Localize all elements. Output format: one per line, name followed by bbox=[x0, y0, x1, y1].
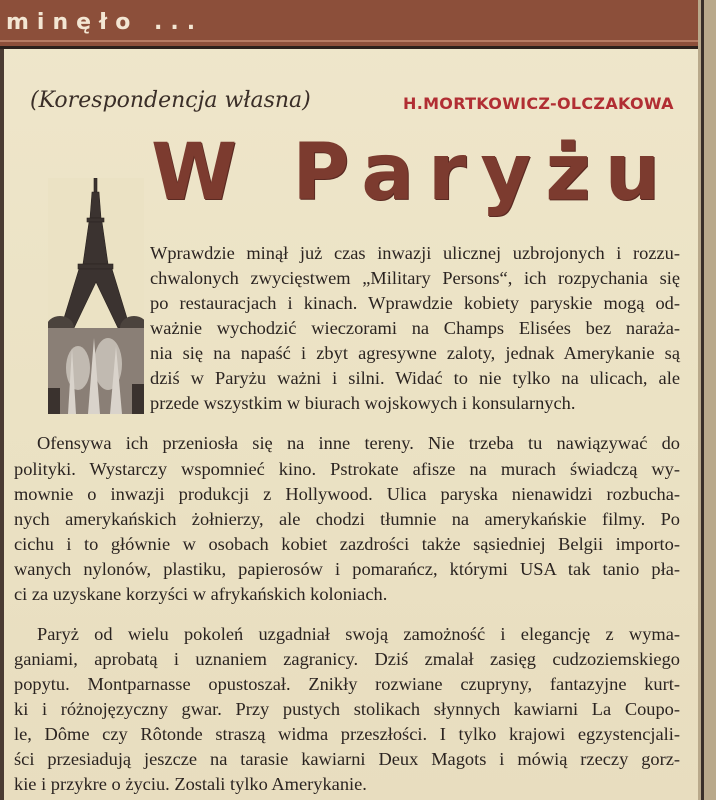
body-line: ki i różnojęzyczny gwar. Przy pustych stolikach słynnych kawiarni La Coupo- bbox=[14, 699, 680, 719]
page-edge bbox=[698, 0, 716, 800]
kicker: (Korespondencja własna) bbox=[30, 88, 311, 113]
body-line: chwalonych zwycięstwem „Military Persons“, ich rozpychania się bbox=[150, 268, 680, 288]
body-line: popytu. Montparnasse opustoszał. Znikły rozwiane czupryny, fantazyjne kurt- bbox=[14, 674, 680, 694]
body-line: dziś w Paryżu ważni i silni. Widać to nie tylko na ulicach, ale bbox=[150, 368, 680, 388]
body-line: ci za uzyskane korzyści w afrykańskich koloniach. bbox=[14, 584, 388, 604]
body-line: nych amerykańskich żołnierzy, ale chodzi tłumnie na amerykańskie filmy. Po bbox=[14, 509, 680, 529]
body-line: nia się na napaść i zbyt agresywne zaloty, jednak Amerykanie są bbox=[150, 343, 680, 363]
body-line: le, Dôme czy Rôtonde straszą widma przeszłości. I tylko krajowi egzystencjali- bbox=[14, 724, 680, 744]
eiffel-tower-photo bbox=[48, 178, 144, 414]
body-line: polityki. Wystarczy wspomnieć kino. Pstrokate afisze na murach świadczą wy- bbox=[14, 459, 680, 479]
section-header-band bbox=[0, 0, 698, 49]
author-byline: H.MORTKOWICZ-OLCZAKOWA bbox=[403, 94, 674, 113]
body-line: Ofensywa ich przeniosła się na inne tereny. Nie trzeba tu nawiązywać do bbox=[37, 433, 680, 453]
body-line: Wprawdzie minął już czas inwazji ulicznej uzbrojonych i rozzu- bbox=[150, 243, 680, 263]
body-line: ści przesiadują jeszcze na tarasie kawiarni Deux Magots i mówią rzeczy gorz- bbox=[14, 749, 680, 769]
body-line: kie i przykre o życiu. Zostali tylko Amerykanie. bbox=[14, 774, 367, 794]
body-line: ważnie wychodzić wieczorami na Champs Elisées bez naraża- bbox=[150, 318, 680, 338]
header-stripe bbox=[0, 40, 698, 42]
headline: W Paryżu bbox=[151, 128, 675, 218]
body-line: ganiami, aprobatą i uznaniem zagranicy. Dziś zmalał zasięg cudzoziemskiego bbox=[14, 649, 680, 669]
section-title: minęło ... bbox=[6, 10, 204, 35]
body-line: Paryż od wielu pokoleń uzgadniał swoją zamożność i elegancję z wyma- bbox=[37, 624, 680, 644]
page-edge-rule bbox=[701, 0, 704, 800]
body-line: przede wszystkim w biurach wojskowych i konsularnych. bbox=[150, 393, 576, 413]
left-border-rule bbox=[0, 49, 4, 800]
body-line: po restauracjach i kinach. Wprawdzie kobiety paryskie mogą od- bbox=[150, 293, 680, 313]
body-line: mownie o inwazji produkcji z Hollywood. Ulica paryska nienawidzi rozbucha- bbox=[14, 484, 680, 504]
body-line: wanych nylonów, plastiku, papierosów i pomarańcz, którymi USA tak tanio pła- bbox=[14, 559, 680, 579]
body-line: cichu i to głównie w osobach kobiet zazdrości także sąsiedniej Belgii importo- bbox=[14, 534, 680, 554]
